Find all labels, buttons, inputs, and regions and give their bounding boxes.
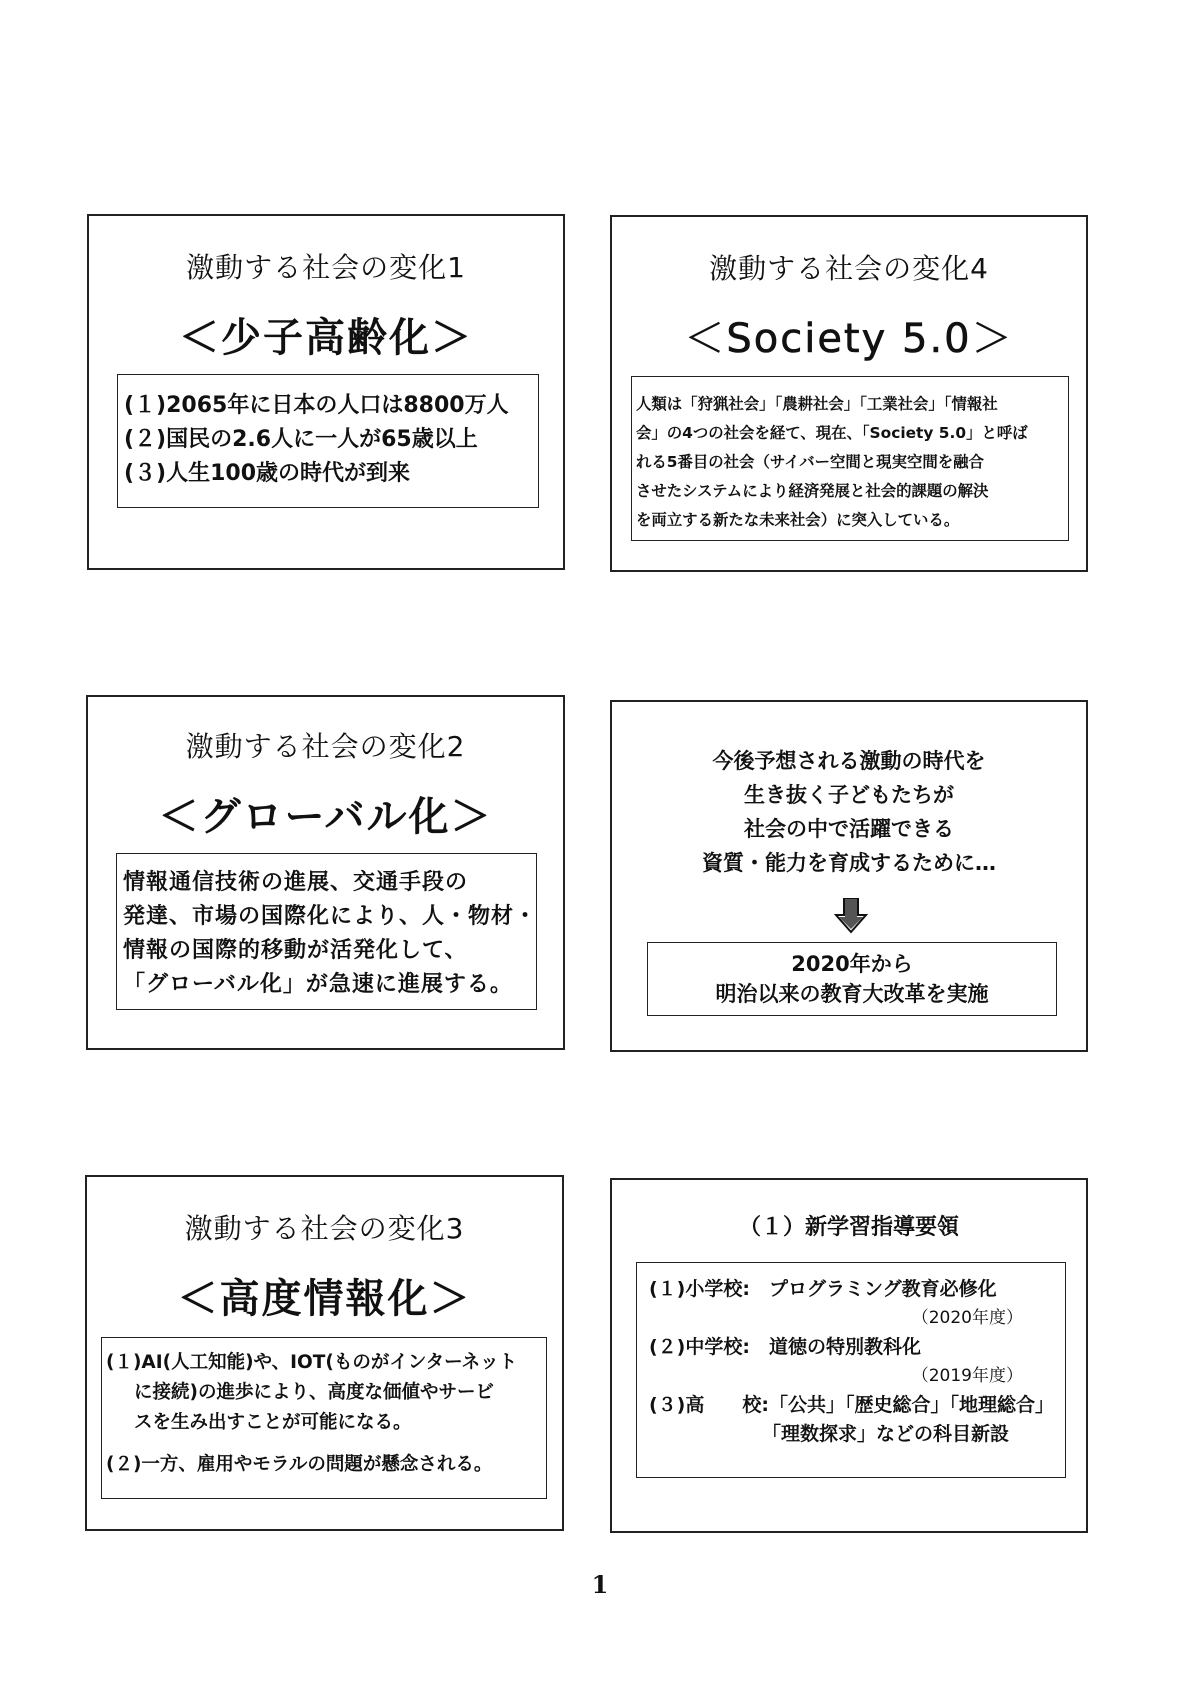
paragraph-line: れる5番目の社会（サイバー空間と現実空間を融合	[636, 453, 984, 471]
slide-education-reform	[610, 700, 1088, 1052]
highlight-box	[647, 942, 1057, 1016]
slide-title: ＜Society 5.0＞	[684, 316, 1014, 362]
slide-title: ＜少子高齢化＞	[179, 315, 473, 361]
slide-new-curriculum	[610, 1178, 1088, 1533]
paragraph-line: 情報通信技術の進展、交通手段の	[123, 870, 469, 895]
list-item: (３)人生100歳の時代が到来	[124, 461, 411, 486]
highlight-line: 2020年から	[791, 952, 913, 976]
paragraph-line: させたシステムにより経済発展と社会的課題の解決	[636, 482, 989, 500]
intro-line: 生き抜く子どもたちが	[744, 783, 954, 807]
curriculum-row: (２)中学校: 道徳の特別教科化	[649, 1336, 921, 1358]
paragraph-line: 「グローバル化」が急速に進展する。	[123, 972, 513, 997]
intro-line: 今後予想される激動の時代を	[712, 749, 986, 773]
highlight-line: 明治以来の教育大改革を実施	[715, 982, 989, 1006]
intro-line: 社会の中で活躍できる	[744, 817, 954, 841]
paragraph-line: を両立する新たな未来社会）に突入している。	[636, 511, 960, 529]
list-item-line: (１)AI(人工知能)や、IOT(ものがインターネット	[106, 1352, 518, 1373]
slide-heading: （１）新学習指導要領	[738, 1215, 959, 1240]
paragraph-line: 発達、市場の国際化により、人・物材・	[123, 904, 538, 929]
list-item: (２)一方、雇用やモラルの問題が懸念される。	[106, 1454, 493, 1475]
slide-subtitle: 激動する社会の変化4	[709, 252, 989, 285]
curriculum-row: (３)高 校:「公共」「歴史総合」「地理総合」	[649, 1394, 1054, 1416]
year-label: （2020年度）	[911, 1308, 1023, 1328]
content-box	[636, 1262, 1066, 1478]
year-label: （2019年度）	[911, 1366, 1023, 1386]
slide-title: ＜グローバル化＞	[158, 794, 493, 840]
content-box	[631, 376, 1069, 541]
slide-subtitle: 激動する社会の変化3	[184, 1212, 465, 1245]
paragraph-line: 人類は「狩猟社会」「農耕社会」「工業社会」「情報社	[636, 395, 998, 413]
slide-subtitle: 激動する社会の変化1	[186, 251, 466, 284]
slide-aging-society	[87, 214, 565, 570]
slide-subtitle: 激動する社会の変化2	[185, 730, 466, 763]
content-box	[101, 1337, 547, 1499]
paragraph-line: 情報の国際的移動が活発化して、	[123, 938, 468, 963]
paragraph-line: 会」の4つの社会を経て、現在、「Society 5.0」と呼ば	[636, 424, 1028, 442]
content-box	[117, 374, 539, 508]
page-number: 1	[591, 1570, 609, 1599]
content-box	[116, 853, 537, 1010]
slide-information-society	[85, 1175, 564, 1531]
slide-society-5	[610, 215, 1088, 572]
list-item: (１)2065年に日本の人口は8800万人	[124, 393, 509, 418]
intro-line: 資質・能力を育成するために…	[702, 851, 996, 875]
slide-globalization	[86, 695, 565, 1050]
down-arrow-icon	[834, 898, 868, 934]
list-item-line: スを生み出すことが可能になる。	[134, 1412, 412, 1433]
intro-text	[612, 744, 1086, 880]
list-item: (２)国民の2.6人に一人が65歳以上	[124, 427, 478, 452]
list-item-line: に接続)の進歩により、高度な価値やサービ	[134, 1382, 494, 1403]
curriculum-row: 「理数探求」などの科目新設	[762, 1423, 1010, 1445]
curriculum-row: (１)小学校: プログラミング教育必修化	[649, 1278, 997, 1300]
slide-title: ＜高度情報化＞	[177, 1276, 472, 1322]
